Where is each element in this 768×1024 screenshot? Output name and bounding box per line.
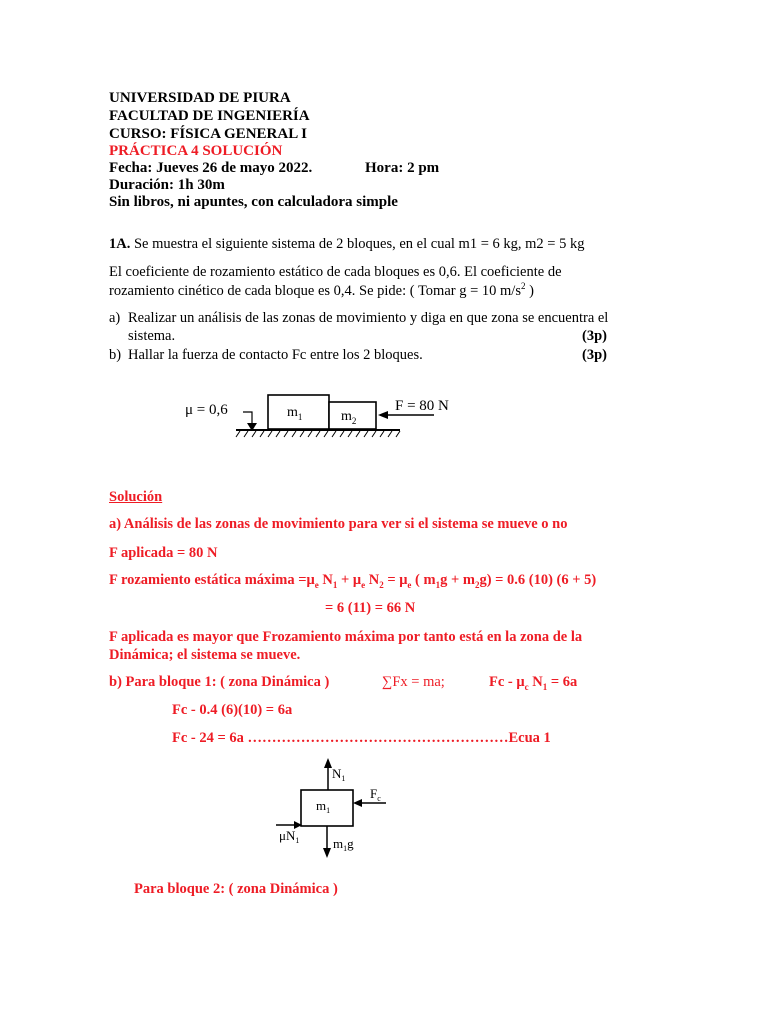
problem-text: Se muestra el siguiente sistema de 2 bloques, en el cual m1 = 6 kg, m2 = 5 kg xyxy=(130,236,585,252)
f-static-max-text: F rozamiento estática máxima =μ xyxy=(109,572,315,588)
part-b-text: Hallar la fuerza de contacto Fc entre los 2 bloques. xyxy=(128,347,423,363)
block1-equation-result: = 6a xyxy=(550,674,578,690)
coef-line-2-text: rozamiento cinético de cada bloque es 0,4. Se pide: ( Tomar g = 10 m/s xyxy=(109,283,521,299)
contact-force-label: $F_c$ xyxy=(370,786,381,803)
f-static-max-end: g) = 0.6 (10) (6 + 5) xyxy=(479,572,597,588)
weight-arrow-head xyxy=(323,848,331,858)
friction-force-label: $\mu N_1$ xyxy=(279,828,300,845)
block-m1-label: $m_1$ xyxy=(287,405,303,422)
f-static-result: = 6 (11) = 66 N xyxy=(325,600,416,616)
block1-equation: Fc - $\mu_c$ $N_1 = 6a$ xyxy=(489,674,578,692)
conclusion-line-1: F aplicada es mayor que Frozamiento máxima por tanto está en la zona de la xyxy=(109,629,583,645)
coef-line-1: El coeficiente de rozamiento estático de cada bloques es 0,6. El coeficiente de xyxy=(109,264,562,280)
ground-hatching xyxy=(236,431,400,437)
fbd-block-label: $m_1$ xyxy=(316,798,331,815)
normal-force-label: $N_1$ xyxy=(332,766,346,783)
coef-line-2-close: ) xyxy=(525,283,534,299)
f-static-max-paren: ( m xyxy=(415,572,436,588)
blocks-diagram xyxy=(0,390,768,450)
f-static-max-eq: = μ xyxy=(387,572,408,588)
solution-a-heading: a) Análisis de las zonas de movimiento para ver si el sistema se mueve o no xyxy=(109,516,568,532)
solution-b-heading: b) Para bloque 1: ( zona Dinámica ) xyxy=(109,674,330,690)
force-label: F = 80 N xyxy=(395,398,449,414)
part-b-points: (3p) xyxy=(582,347,607,363)
free-body-diagram xyxy=(0,756,768,861)
f-applied: F aplicada = 80 N xyxy=(109,545,218,561)
problem-statement xyxy=(109,235,584,253)
coef-line-2-exponent: 2 xyxy=(520,281,526,292)
part-a-line-1: Realizar un análisis de las zonas de movimiento y diga en que zona se encuentra el xyxy=(128,310,609,326)
solution-title: Solución xyxy=(109,489,163,505)
coef-line-2 xyxy=(109,282,534,300)
sum-forces: ∑Fx = ma; xyxy=(382,674,445,690)
exam-date: Fecha: Jueves 26 de mayo 2022. xyxy=(109,160,313,176)
contact-force-head xyxy=(353,799,362,807)
part-a-label: a) xyxy=(109,310,121,326)
block2-heading: Para bloque 2: ( zona Dinámica ) xyxy=(134,881,338,897)
weight-label: $m_1g$ xyxy=(333,836,354,853)
exam-rules: Sin libros, ni apuntes, con calculadora simple xyxy=(109,194,398,210)
block1-equation-text: Fc - μ xyxy=(489,674,525,690)
normal-arrow-head xyxy=(324,758,332,768)
university-title: UNIVERSIDAD DE PIURA xyxy=(109,90,291,106)
part-a-line-2: sistema. xyxy=(128,328,176,344)
part-b-label: b) xyxy=(109,347,122,363)
exam-time: Hora: 2 pm xyxy=(365,160,440,176)
exam-duration: Duración: 1h 30m xyxy=(109,177,225,193)
block1-step-2: Fc - 24 = 6a ………………………………………………Ecua 1 xyxy=(172,730,551,746)
block-m2-label: $m_2$ xyxy=(341,409,357,426)
f-static-max: F rozamiento estática máxima $=\mu_e$ $N_1 + \mu_e$ $N_2 = \mu_e$ ( $m_1g + m_2g) = 0.6$ (10) (6 + 5) xyxy=(109,572,597,590)
mu-e-sub: e xyxy=(314,579,319,590)
problem-number: 1A. xyxy=(109,236,131,252)
conclusion-line-2: Dinámica; el sistema se mueve. xyxy=(109,647,301,663)
practice-title: PRÁCTICA 4 SOLUCIÓN xyxy=(109,143,283,159)
force-arrow-head xyxy=(378,411,388,419)
faculty-title: FACULTAD DE INGENIERÍA xyxy=(109,108,310,124)
course-title: CURSO: FÍSICA GENERAL I xyxy=(109,126,307,142)
part-a-points: (3p) xyxy=(582,328,607,344)
block1-step-1: Fc - 0.4 (6)(10) = 6a xyxy=(172,702,293,718)
mu-label: μ = 0,6 xyxy=(185,402,228,418)
